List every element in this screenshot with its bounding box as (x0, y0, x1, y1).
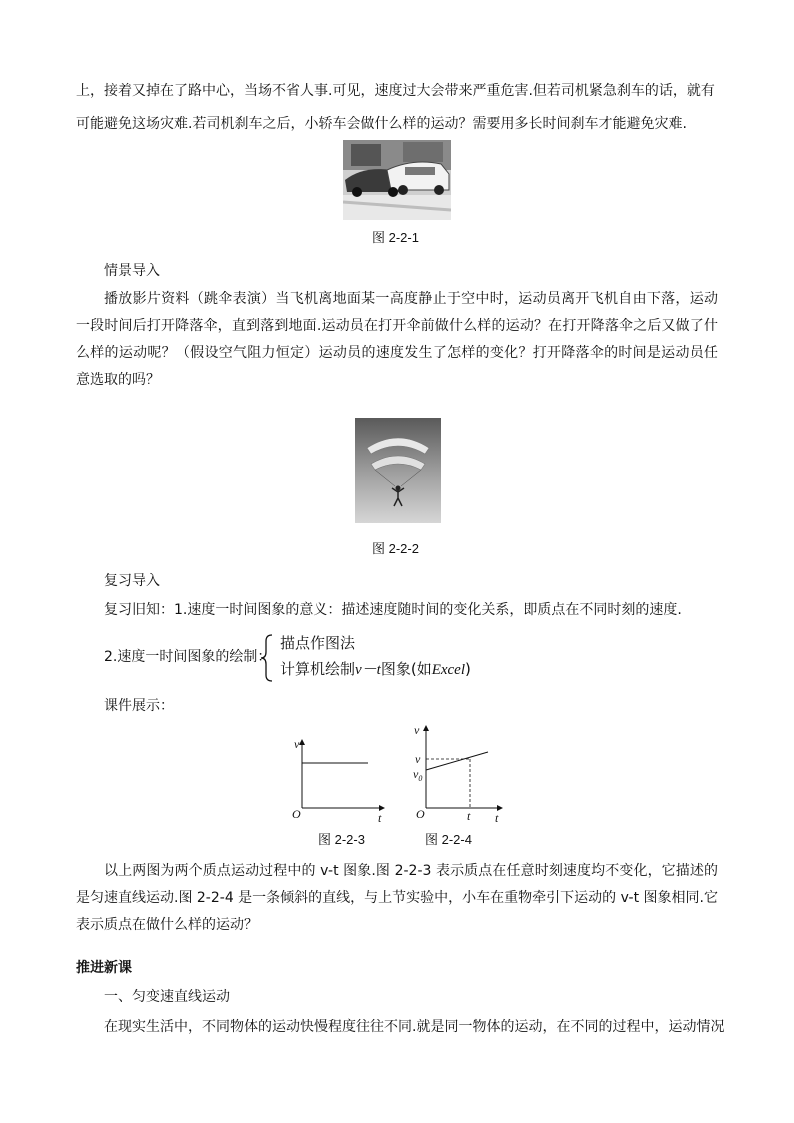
figure-caption-2-2-1: 图 2-2-1 (372, 230, 419, 245)
review-option-computer-excel: Excel (431, 662, 466, 678)
figure-caption-2-2-3: 图 2-2-3 (318, 832, 365, 847)
vt-graph-accelerated-v-label: v (414, 723, 420, 737)
parachute-photo (355, 418, 441, 523)
car-crash-photo-illustration (343, 140, 451, 220)
review-option-plot: 描点作图法 (280, 634, 356, 652)
left-brace-icon (260, 634, 274, 682)
figure-caption-2-2-4: 图 2-2-4 (425, 832, 472, 847)
heading-scene-intro: 情景导入 (104, 263, 160, 279)
paragraph-car-line2: 可能避免这场灾难.若司机刹车之后，小轿车会做什么样的运动？需要用多长时间刹车才能避免灾难. (76, 116, 687, 132)
vt-graph-accelerated-t-label: t (495, 811, 499, 824)
review-point-2 (104, 632, 664, 682)
figure-caption-2-2-2: 图 2-2-2 (372, 541, 419, 556)
vt-graph-accelerated-v-tick: v (415, 752, 421, 766)
review-point-2-label: 2.速度一时间图象的绘制： (104, 649, 272, 665)
review-option-computer-e: ) (465, 660, 471, 678)
parachute-photo-illustration (355, 418, 441, 523)
paragraph-graph-explanation: 以上两图为两个质点运动过程中的 v-t 图象.图 2-2-3 表示质点在任意时刻速度均不变化，它描述的是匀速直线运动.图 2-2-4 是一条倾斜的直线，与上节实验中，小车在重物牵引下运动的 v-t 图象相同.它表示质点在做什么样的运动？ (76, 863, 718, 933)
vt-graph-uniform-v-label: v (294, 737, 300, 751)
vt-graph-uniform (290, 736, 390, 824)
vt-graph-accelerated-t-tick: t (467, 809, 471, 823)
paragraph-skydiving: 播放影片资料（跳伞表演）当飞机离地面某一高度静止于空中时，运动员离开飞机自由下落，运动一段时间后打开降落伞，直到落到地面.运动员在打开伞前做什么样的运动？在打开降落伞之后又做了什么样的运动呢？（假设空气阻力恒定）运动员的速度发生了怎样的变化？打开降落伞的时间是运动员任意选取的吗？ (76, 291, 718, 388)
vt-graph-uniform-origin: O (292, 807, 301, 821)
vt-graph-accelerated-v0-tick: $v_0$ (413, 767, 423, 783)
vt-graph-accelerated-line (426, 752, 488, 770)
heading-courseware: 课件展示： (104, 698, 174, 714)
car-crash-photo (343, 140, 451, 220)
vt-graph-accelerated (410, 722, 510, 824)
vt-graph-accelerated-origin: O (416, 807, 425, 821)
subsection-uniform-acceleration: 一、匀变速直线运动 (104, 989, 230, 1005)
review-option-computer-vt: v－t (355, 662, 381, 678)
heading-new-lesson: 推进新课 (76, 960, 132, 976)
review-point-1: 复习旧知：1.速度一时间图象的意义：描述速度随时间的变化关系，即质点在不同时刻的速度. (104, 602, 682, 618)
review-option-computer-c: 图象(如 (380, 660, 432, 678)
heading-review-intro: 复习导入 (104, 573, 160, 589)
paragraph-car-line1: 上，接着又掉在了路中心，当场不省人事.可见，速度过大会带来严重危害.但若司机紧急刹车的话，就有 (76, 83, 715, 99)
review-option-computer (280, 658, 471, 679)
paragraph-real-life: 在现实生活中，不同物体的运动快慢程度往往不同.就是同一物体的运动，在不同的过程中，运动情况 (104, 1019, 725, 1035)
review-option-computer-a: 计算机绘制 (280, 660, 356, 678)
vt-graph-uniform-t-label: t (378, 811, 382, 824)
